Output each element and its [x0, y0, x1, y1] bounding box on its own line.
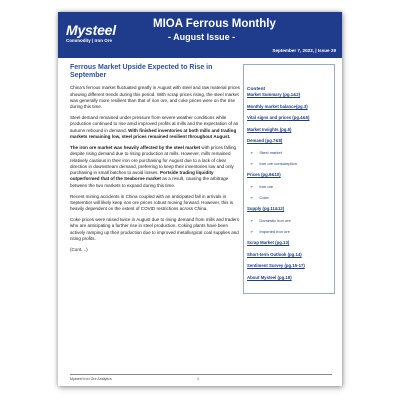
bullet-arrow-icon: ➢	[250, 160, 254, 166]
paragraph-text: Coke prices were raised twice in August due to rising demand from mills and traders who are anticipating a further rise in steel production. Coking plants have been actively ramping up their production due to improved metallurgical coal supplies and rising profits.	[70, 217, 240, 242]
contents-subitem-label: Iron ore	[259, 183, 274, 189]
contents-subitem-label: Imported iron ore	[259, 228, 290, 234]
logo-subtitle: Commodity | Iron Ore	[66, 38, 113, 43]
paragraph-text: China's ferrous market fluctuated greatly in August with steel and raw material prices showing different trends during this period. With scrap prices rising, the steel market was generally more resilient than that of iron ore, and coke prices were on the rise during this time.	[70, 85, 240, 110]
paragraph-text: Recent mining accidents in China coupled with an anticipated fall in arrivals in September will likely keep iron ore prices robust moving forward. However, this is heavily dependent on the extent of COVID restrictions across China.	[70, 193, 233, 212]
contents-link[interactable]: Short-term Outlook (pg.14)	[247, 251, 302, 257]
article-title: Ferrous Market Upside Expected to Rise in September	[70, 64, 213, 80]
article-paragraph	[70, 247, 240, 253]
publication-title: MIOA Ferrous Monthly	[153, 18, 276, 30]
page-number: 1	[197, 377, 199, 381]
bullet-arrow-icon: ➢	[250, 149, 254, 155]
contents-subitem-label: Steel market	[259, 149, 282, 155]
article-paragraph	[70, 145, 240, 189]
contents-link[interactable]: About Mysteel (pg.18)	[247, 274, 292, 280]
paragraph-text: with prices falling despite rising demand due to rising production at mills. However, mills remained relatively cautious in their iron ore purchasing for August due to a lack of clear direction in downstream demand, preferring to keep their inventories low and only purchasing in small batches to avoid losses.	[70, 144, 237, 176]
contents-link[interactable]: Demand (pg.7&8)	[247, 138, 283, 143]
contents-link[interactable]: Market Insights (pg.6)	[247, 126, 292, 132]
contents-subitem-label: Iron ore consumption	[259, 160, 297, 166]
bullet-arrow-icon: ➢	[250, 194, 254, 200]
contents-subitem[interactable]	[247, 161, 333, 166]
article-paragraph	[70, 115, 240, 140]
bold-text: Portside trading liquidity outperformed that of the Seaborne market	[70, 170, 214, 182]
article-paragraph	[70, 85, 240, 110]
contents-link[interactable]: Prices (pg.9&10)	[247, 172, 281, 178]
issue-label: - August Issue -	[168, 32, 236, 42]
bold-text: With finished inventories at both mills and trading markets remaining low, steel prices remained resilient throughout August.	[70, 127, 237, 140]
contents-heading: Content	[247, 87, 266, 92]
contents-link[interactable]: Vital signs and prices (pg.4&5)	[247, 115, 310, 120]
issue-date: September 7, 2022, | Issue 29	[272, 48, 336, 53]
contents-subitem[interactable]	[247, 195, 333, 200]
paragraph-text: Steel demand remained under pressure from severe weather conditions while production continued to rise amid improved profits at mills and the expectation of an autumn rebound in demand.	[70, 115, 239, 133]
paragraph-text: as a result, causing the arbitrage between the two markets to expand during this time.	[70, 176, 229, 188]
header-banner	[58, 12, 342, 58]
paragraph-text: (Cont....)	[70, 246, 88, 252]
bullet-arrow-icon: ➢	[250, 183, 254, 189]
contents-list	[247, 92, 333, 286]
contents-link[interactable]: Supply (pg.11&12)	[247, 206, 285, 212]
mysteel-logo: Mysteel	[66, 22, 116, 38]
article-paragraph	[70, 194, 240, 213]
article-body	[70, 85, 240, 253]
footer-publisher: Mysteel Iron Ore Analytics	[70, 377, 112, 381]
bullet-arrow-icon: ➢	[250, 217, 254, 223]
document-page	[58, 12, 342, 386]
bold-text: The iron ore market was heavily affected by the steel market	[70, 144, 201, 150]
contents-subitem-label: Coke	[259, 194, 269, 200]
contents-subitem-label: Domestic iron ore	[259, 217, 291, 223]
bullet-arrow-icon: ➢	[250, 228, 254, 234]
contents-subitem[interactable]	[247, 150, 333, 155]
contents-link[interactable]: Sentiment Survey (pg.15-17)	[247, 263, 305, 269]
contents-subitem[interactable]	[247, 184, 333, 189]
contents-subitem[interactable]	[247, 229, 333, 234]
contents-link[interactable]: Monthly market balance(pg.3)	[247, 103, 308, 109]
contents-link[interactable]: Market Summary (pg.1&2)	[247, 92, 301, 97]
contents-subitem[interactable]	[247, 218, 333, 223]
contents-link[interactable]: Scrap Market (pg.13)	[247, 240, 290, 246]
page-footer	[70, 374, 332, 381]
article-paragraph	[70, 217, 240, 242]
contents-sidebar	[243, 64, 335, 294]
article-column	[70, 64, 240, 258]
